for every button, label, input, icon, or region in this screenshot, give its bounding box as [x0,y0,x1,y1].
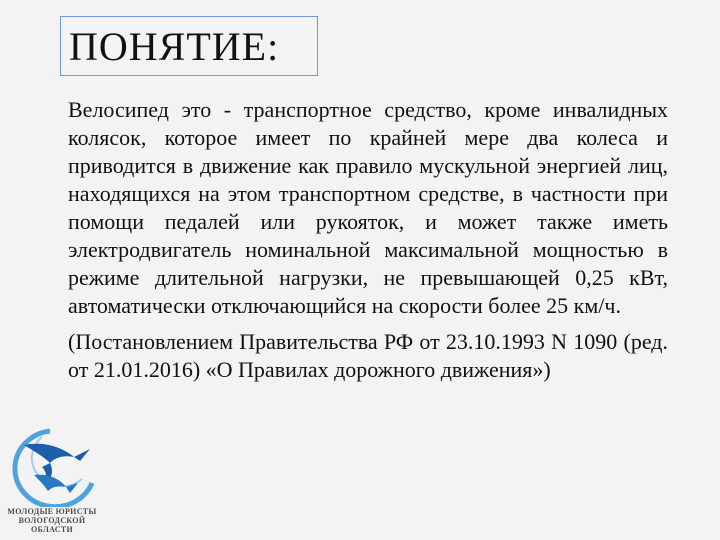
title-box [60,16,318,76]
definition-paragraph: Велосипед это - транспортное средство, кроме инвалидных колясок, которое имеет по крайней мере два колеса и приводится в движение как правило мускульной энергией лиц, находящихся на этом транспортном средстве, в частности при помощи педалей или рукояток, и может также иметь электродвигатель номинальной максимальной мощностью в режиме длительной нагрузки, не превышающей 0,25 кВт, автоматически отключающийся на скорости более 25 км/ч. [68,97,668,318]
logo-caption [0,507,104,534]
logo-caption-line-3: ОБЛАСТИ [30,525,74,534]
logo-caption-line-2: ВОЛОГОДСКОЙ [18,516,86,525]
slide-body [68,96,668,384]
organization-logo [0,425,110,540]
swallows-emblem-icon [4,427,104,507]
logo-caption-line-1: МОЛОДЫЕ ЮРИСТЫ [7,507,97,516]
slide-title: ПОНЯТИЕ: [69,24,280,69]
source-citation: (Постановлением Правительства РФ от 23.10.1993 N 1090 (ред. от 21.01.2016) «О Правилах дорожного движения») [68,329,668,382]
